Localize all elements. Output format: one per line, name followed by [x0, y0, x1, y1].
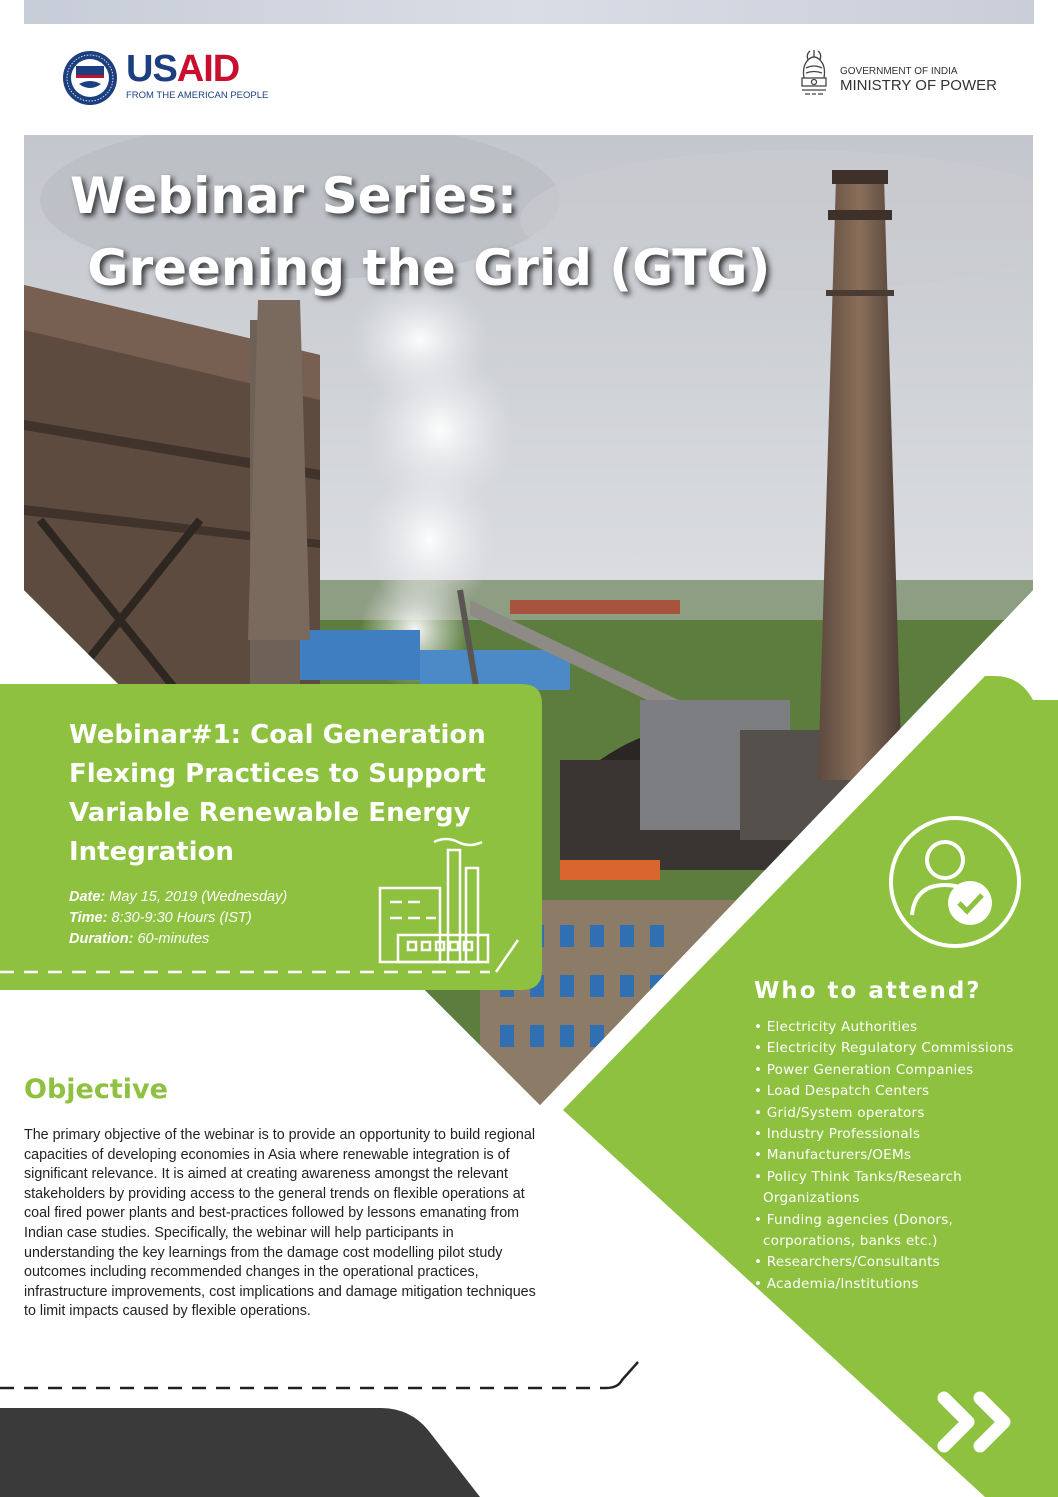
list-item: • Electricity Regulatory Commissions: [754, 1038, 1044, 1059]
who-to-attend-heading: Who to attend?: [754, 978, 982, 1004]
objective-body: The primary objective of the webinar is to provide an opportunity to build regional capacities of developing economies in Asia where renewable integration is of significant relevance. It is aimed at creating awareness amongst the relevant stakeholders by providing access to the general trends on flexible operations at coal fired power plants and best-practices followed by lessons emanating from Indian case studies. Specifically, the webinar will help participants in understanding the key learnings from the damage cost modelling pilot study outcomes including recommended changes in the operational practices, infrastructure improvements, cost implications and damage mitigation techniques to limit impacts caused by flexible operations.: [24, 1127, 536, 1320]
objective-heading: Objective: [24, 1074, 168, 1105]
webinar-time: Time: 8:30-9:30 Hours (IST): [69, 910, 252, 926]
list-item: • Grid/System operators: [754, 1103, 1044, 1124]
hero-title: [70, 160, 770, 304]
government-of-india-text: GOVERNMENT OF INDIA: [840, 66, 958, 77]
list-item: • Power Generation Companies: [754, 1060, 1044, 1081]
webinar-details: [69, 887, 287, 950]
webinar-title: Webinar#1: Coal Generation Flexing Practices to Support Variable Renewable Energy Integration: [69, 720, 486, 867]
usaid-tagline: FROM THE AMERICAN PEOPLE: [126, 90, 269, 101]
who-to-attend-list: [754, 1017, 1044, 1295]
list-item: • Industry Professionals: [754, 1124, 1044, 1145]
usaid-wordmark: USAID: [126, 48, 240, 90]
hero-title-line-2: Greening the Grid (GTG): [70, 239, 771, 297]
list-item: • Electricity Authorities: [754, 1017, 1044, 1038]
list-item: • Load Despatch Centers: [754, 1081, 1044, 1102]
ministry-of-power-text: MINISTRY OF POWER: [840, 77, 997, 94]
list-item: • Policy Think Tanks/Research Organizations: [754, 1167, 1044, 1210]
list-item: • Funding agencies (Donors, corporations, banks etc.): [754, 1210, 1044, 1253]
hero-title-line-1: Webinar Series:: [70, 167, 517, 225]
webinar-duration: Duration: 60-minutes: [69, 931, 210, 947]
list-item: • Manufacturers/OEMs: [754, 1145, 1044, 1166]
list-item: • Academia/Institutions: [754, 1274, 1044, 1295]
list-item: • Researchers/Consultants: [754, 1252, 1044, 1273]
webinar-date: Date: May 15, 2019 (Wednesday): [69, 889, 288, 905]
